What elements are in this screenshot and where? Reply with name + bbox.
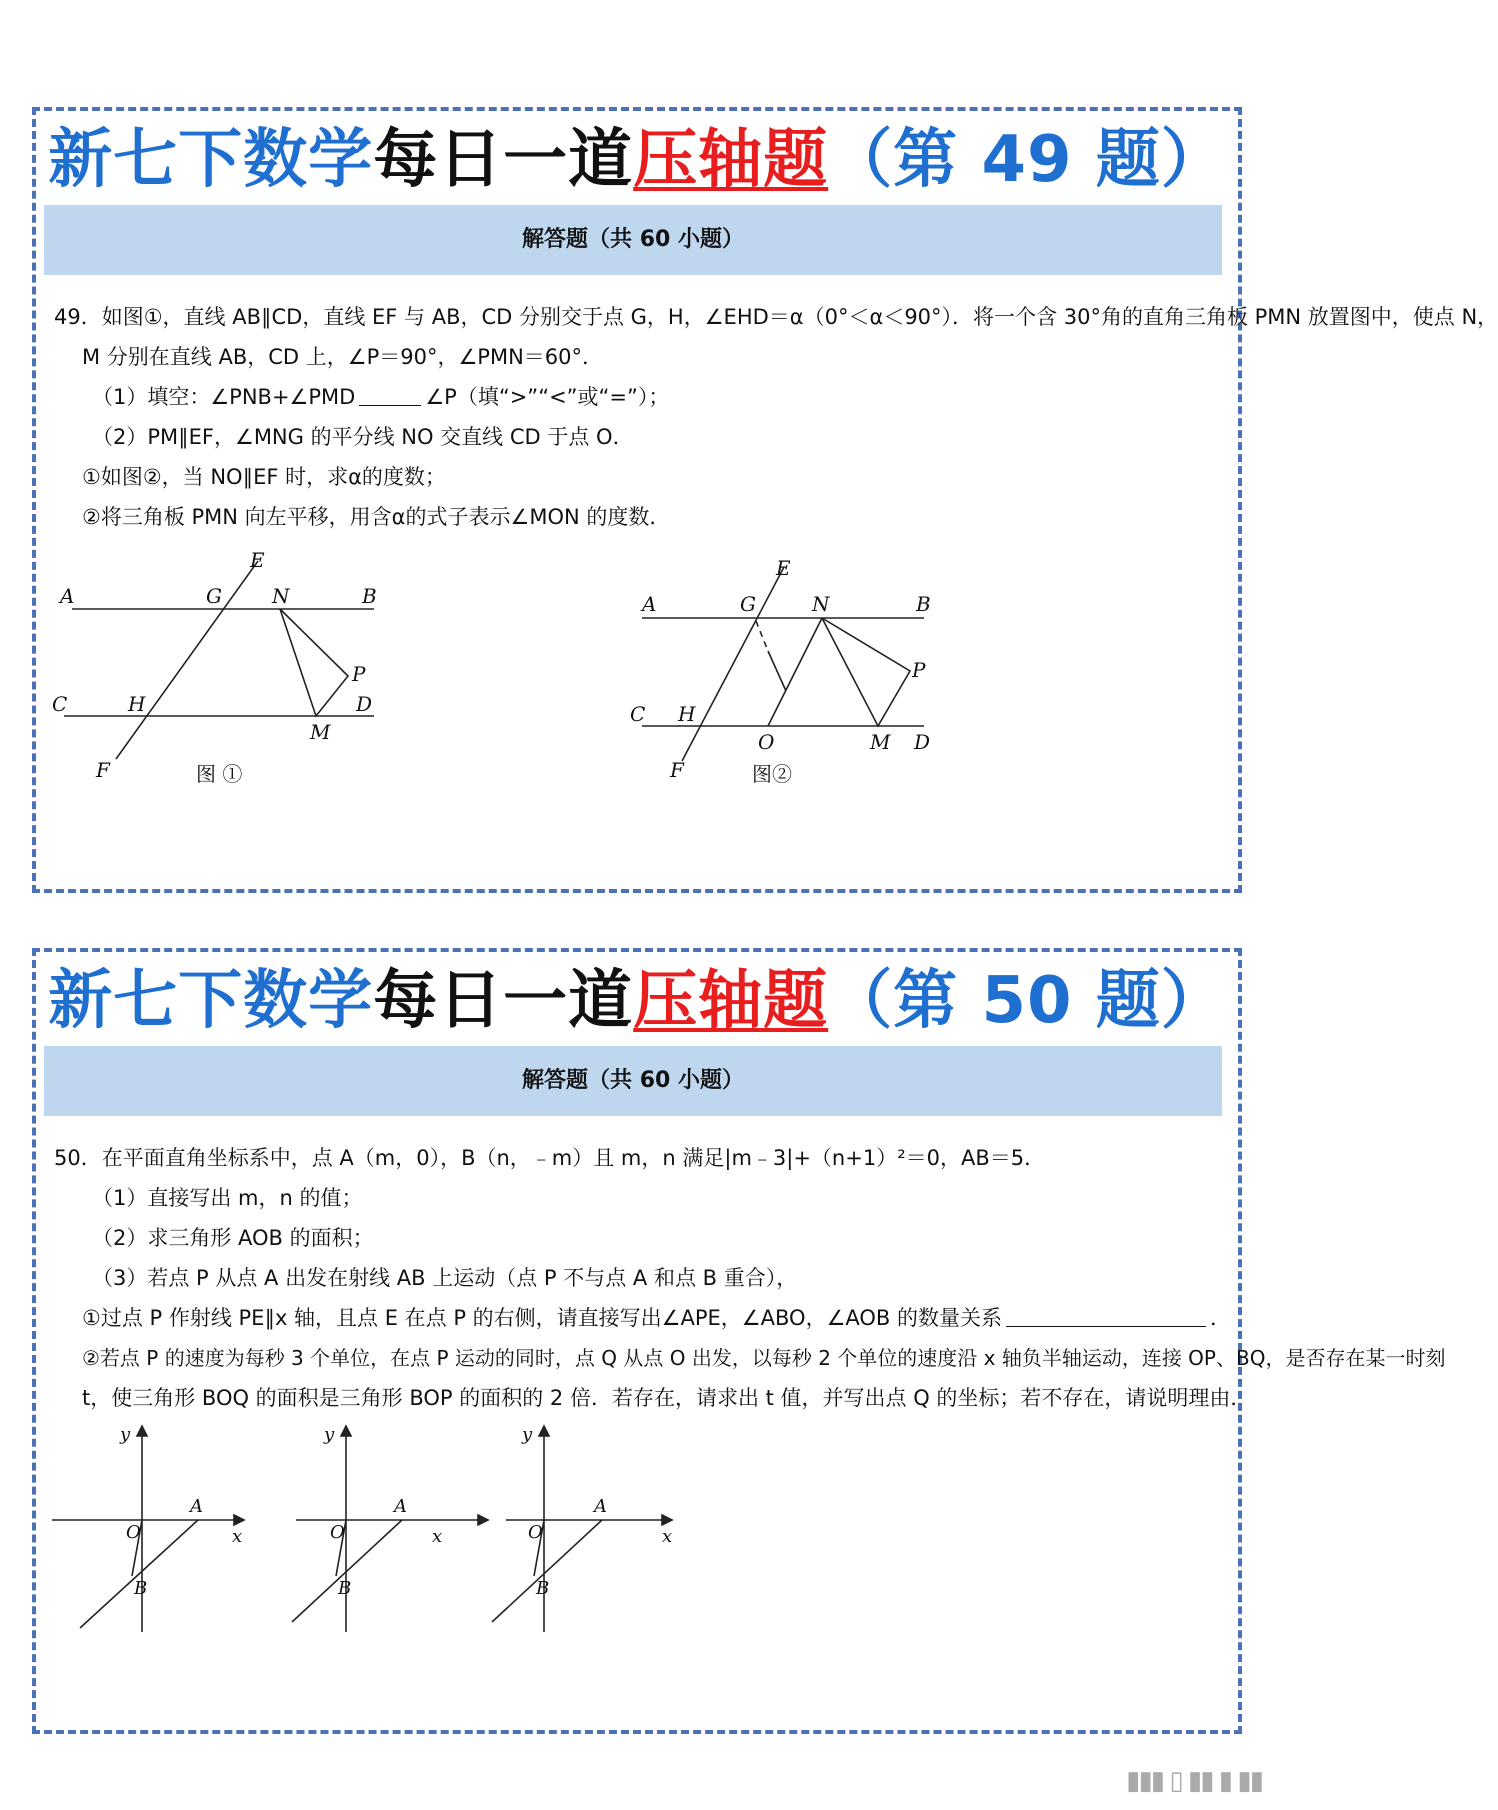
label-o: O	[758, 730, 775, 754]
problem-card-50	[32, 948, 1446, 1734]
label-g: G	[206, 584, 222, 608]
label-d: D	[914, 730, 931, 754]
problem-line: M 分别在直线 AB，CD 上，∠P＝90°，∠PMN＝60°．	[82, 345, 603, 369]
label-h: H	[678, 702, 696, 726]
label-a: A	[60, 584, 75, 608]
problem-line	[54, 377, 1222, 417]
label-m: M	[310, 720, 331, 744]
label-p: P	[912, 658, 926, 682]
title-part-daily: 每日一道	[373, 964, 634, 1038]
title-part-number: （第 50 题）	[828, 964, 1226, 1038]
label-c: C	[52, 692, 68, 716]
label-b: B	[362, 584, 377, 608]
problem-line: ②将三角板 PMN 向左平移，用含α的式子表示∠MON 的度数．	[82, 505, 671, 529]
answer-blank	[1006, 1307, 1206, 1327]
label-e: E	[776, 556, 791, 580]
label-d: D	[356, 692, 373, 716]
section-band: 解答题（共 60 小题）	[44, 1046, 1222, 1116]
problem-line	[54, 1298, 1231, 1338]
title-part-subject: 新七下数学	[48, 964, 374, 1038]
problem-line: （1）直接写出 m，n 的值；	[92, 1186, 363, 1210]
question-3-1-text: ①过点 P 作射线 PE∥x 轴，且点 E 在点 P 的右侧，请直接写出∠APE，∠ABO，∠AOB 的数量关系	[82, 1306, 1002, 1330]
label-x: x	[662, 1526, 673, 1547]
triangle-pmn	[822, 618, 910, 726]
label-a: A	[642, 592, 657, 616]
label-o: O	[126, 1522, 141, 1543]
label-b: B	[536, 1578, 550, 1599]
label-c: C	[630, 702, 646, 726]
problem-text	[54, 1138, 1446, 1418]
coordinate-graph-2	[292, 1422, 492, 1652]
coordinate-graph-3	[502, 1422, 702, 1652]
label-p: P	[352, 662, 366, 686]
title-part-hard: 压轴题	[633, 123, 829, 197]
problem-line: （2）求三角形 AOB 的面积；	[92, 1226, 374, 1250]
question-3-1-tail: ．	[1210, 1306, 1231, 1330]
section-band: 解答题（共 60 小题）	[44, 205, 1222, 275]
figure-1-diagram	[46, 531, 466, 791]
label-g: G	[740, 592, 756, 616]
watermark-marks: ▮▮▮ ▯ ▮▮ ▮ ▮▮	[1126, 1766, 1262, 1796]
label-n: N	[272, 584, 290, 608]
label-f: F	[96, 758, 110, 782]
title-part-daily: 每日一道	[373, 123, 634, 197]
triangle-pmn	[280, 609, 348, 716]
problem-card-49	[32, 107, 1498, 893]
segment-no	[768, 618, 822, 726]
problem-line: ②若点 P 的速度为每秒 3 个单位，在点 P 运动的同时，点 Q 从点 O 出发，以每秒 2 个单位的速度沿 x 轴负半轴运动，连接 OP、BQ，是否存在某一时刻	[82, 1346, 1446, 1370]
figure-1-caption: 图 ①	[196, 762, 243, 786]
title-part-number: （第 49 题）	[828, 123, 1226, 197]
label-y: y	[324, 1424, 335, 1445]
answer-blank	[359, 386, 421, 406]
label-y: y	[120, 1424, 131, 1445]
label-h: H	[128, 692, 146, 716]
title-part-hard: 压轴题	[633, 964, 829, 1038]
problem-line: t，使三角形 BOQ 的面积是三角形 BOP 的面积的 2 倍．若存在，请求出 t 值，并写出点 Q 的坐标；若不存在，请说明理由．	[82, 1386, 1252, 1410]
title-part-subject: 新七下数学	[48, 123, 374, 197]
question-1-text: （1）填空：∠PNB+∠PMD	[92, 385, 356, 409]
problem-line: 49．如图①，直线 AB∥CD，直线 EF 与 AB，CD 分别交于点 G，H，∠EHD＝α（0°＜α＜90°）．将一个含 30°角的直角三角板 PMN 放置图中，使点 N，	[54, 305, 1498, 329]
label-a: A	[394, 1496, 407, 1517]
label-o: O	[330, 1522, 345, 1543]
figure-2-diagram	[606, 531, 1026, 791]
label-b: B	[134, 1578, 148, 1599]
problem-line: 50．在平面直角坐标系中，点 A（m，0），B（n，﹣m）且 m，n 满足|m﹣3|+（n+1）²＝0，AB＝5．	[54, 1146, 1046, 1170]
line-ef	[116, 561, 258, 759]
problem-line: ①如图②，当 NO∥EF 时，求α的度数；	[82, 465, 446, 489]
label-x: x	[232, 1526, 243, 1547]
card-title	[36, 958, 1238, 1044]
question-1-tail: ∠P（填“>”“<”或“=”）；	[425, 385, 670, 409]
problem-line: （2）PM∥EF，∠MNG 的平分线 NO 交直线 CD 于点 O．	[92, 425, 634, 449]
label-e: E	[250, 548, 265, 572]
label-f: F	[670, 758, 684, 782]
figure-2-caption: 图②	[752, 762, 792, 786]
problem-text	[54, 297, 1498, 537]
card-title	[36, 117, 1238, 203]
label-a: A	[594, 1496, 607, 1517]
label-o: O	[528, 1522, 543, 1543]
label-x: x	[432, 1526, 443, 1547]
label-a: A	[190, 1496, 203, 1517]
segment-go	[768, 651, 786, 691]
coordinate-graph-1	[48, 1422, 248, 1652]
label-b: B	[338, 1578, 352, 1599]
label-m: M	[870, 730, 891, 754]
dashed-extension	[756, 621, 768, 651]
label-n: N	[812, 592, 830, 616]
label-b: B	[916, 592, 931, 616]
label-y: y	[522, 1424, 533, 1445]
problem-line: （3）若点 P 从点 A 出发在射线 AB 上运动（点 P 不与点 A 和点 B 重合），	[92, 1266, 798, 1290]
